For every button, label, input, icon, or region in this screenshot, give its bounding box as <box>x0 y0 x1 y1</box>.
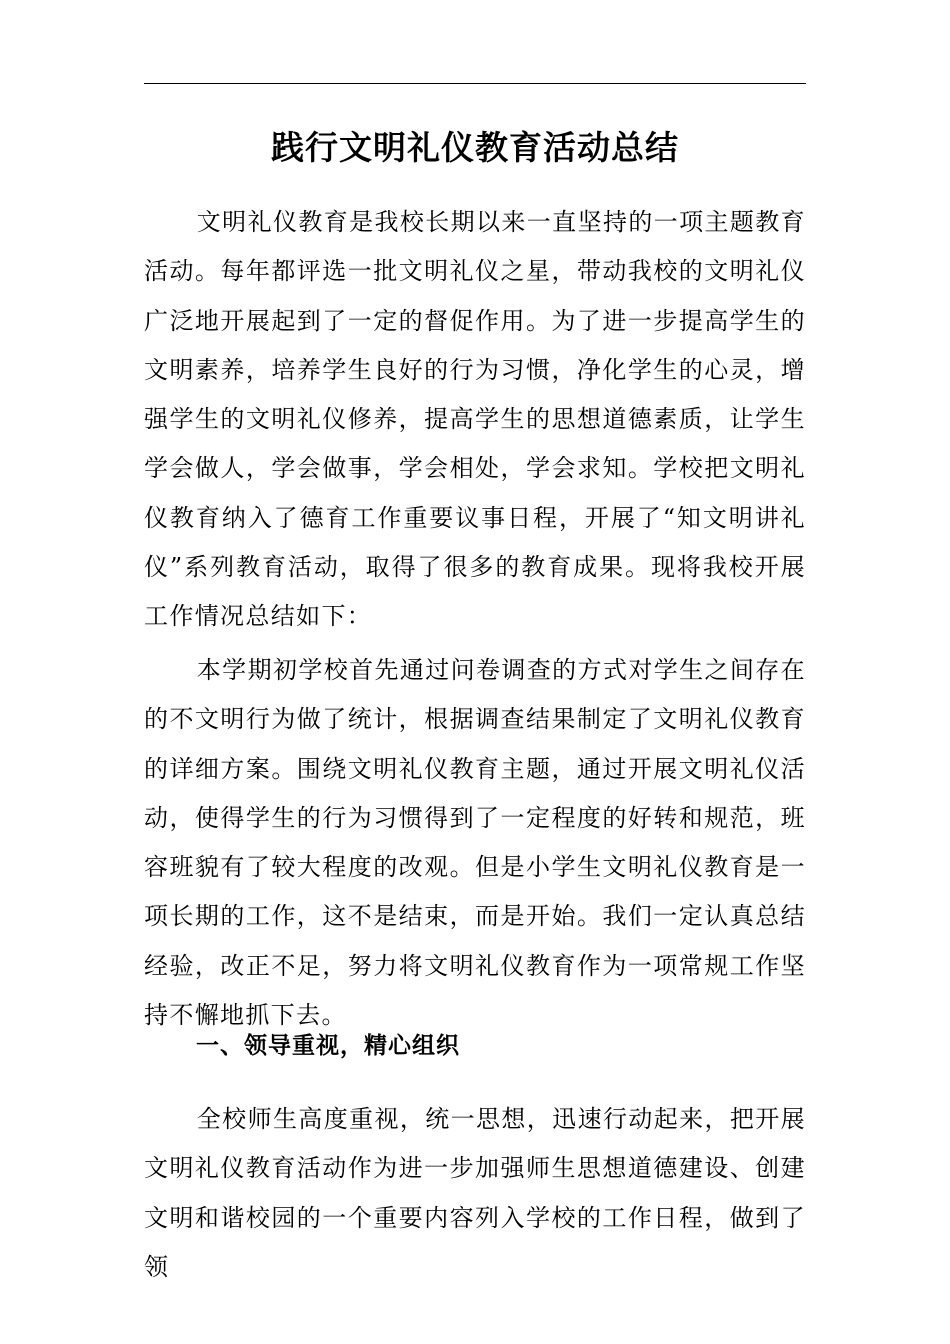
body-paragraph-section-1: 全校师生高度重视，统一思想，迅速行动起来，把开展文明礼仪教育活动作为进一步加强师生思想道德建设、创建文明和谐校园的一个重要内容列入学校的工作日程，做到了领 <box>144 1105 806 1281</box>
header-rule <box>144 83 806 84</box>
body-paragraph-overview: 本学期初学校首先通过问卷调查的方式对学生之间存在的不文明行为做了统计，根据调查结果制定了文明礼仪教育的详细方案。围绕文明礼仪教育主题，通过开展文明礼仪活动，使得学生的行为习惯得到了一定程度的好转和规范，班容班貌有了较大程度的改观。但是小学生文明礼仪教育是一项长期的工作，这不是结束，而是开始。我们一定认真总结经验，改正不足，努力将文明礼仪教育作为一项常规工作坚持不懈地抓下去。 <box>144 656 806 1030</box>
document-title: 践行文明礼仪教育活动总结 <box>271 128 679 167</box>
body-paragraph-intro: 文明礼仪教育是我校长期以来一直坚持的一项主题教育活动。每年都评选一批文明礼仪之星，带动我校的文明礼仪广泛地开展起到了一定的督促作用。为了进一步提高学生的文明素养，培养学生良好的行为习惯，净化学生的心灵，增强学生的文明礼仪修养，提高学生的思想道德素质，让学生学会做人，学会做事，学会相处，学会求知。学校把文明礼仪教育纳入了德育工作重要议事日程，开展了“知文明讲礼仪”系列教育活动，取得了很多的教育成果。现将我校开展工作情况总结如下： <box>144 208 806 631</box>
section-heading: 一、领导重视，精心组织 <box>196 1033 460 1059</box>
